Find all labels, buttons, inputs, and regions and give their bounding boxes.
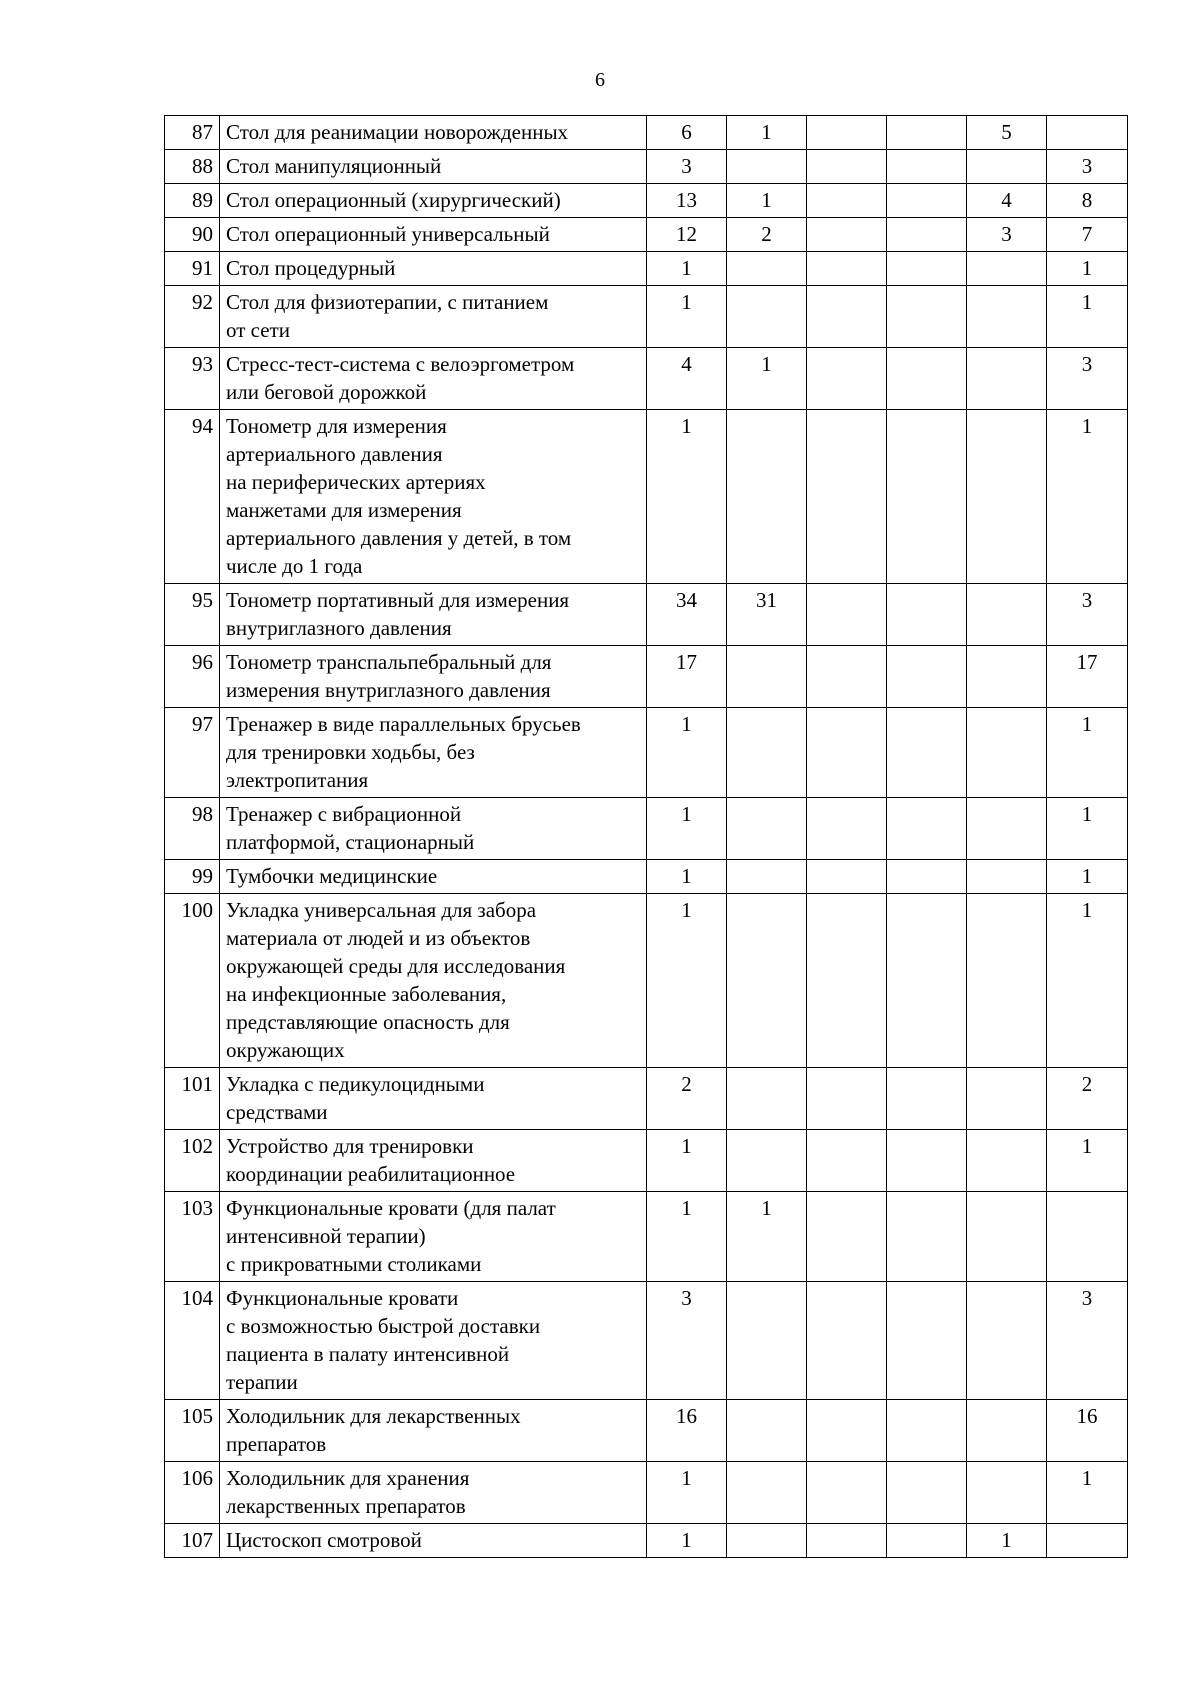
equipment-table-body xyxy=(165,116,1128,1558)
quantity-cell-3 xyxy=(807,348,887,410)
quantity-cell-1: 16 xyxy=(647,1400,727,1462)
quantity-cell-6: 16 xyxy=(1047,1400,1128,1462)
quantity-cell-2: 1 xyxy=(727,1192,807,1282)
table-row xyxy=(165,1068,1128,1130)
equipment-name-line: Холодильник для хранения xyxy=(226,1466,470,1490)
quantity-cell-6: 1 xyxy=(1047,860,1128,894)
quantity-cell-4 xyxy=(887,1068,967,1130)
quantity-cell-4 xyxy=(887,184,967,218)
quantity-cell-4 xyxy=(887,1192,967,1282)
quantity-cell-2 xyxy=(727,1282,807,1400)
quantity-cell-5 xyxy=(967,348,1047,410)
table-row xyxy=(165,218,1128,252)
quantity-cell-1: 34 xyxy=(647,584,727,646)
quantity-cell-1: 2 xyxy=(647,1068,727,1130)
quantity-cell-2 xyxy=(727,894,807,1068)
quantity-cell-3 xyxy=(807,252,887,286)
quantity-cell-1: 1 xyxy=(647,1130,727,1192)
equipment-name-line: координации реабилитационное xyxy=(226,1162,516,1186)
equipment-name xyxy=(220,1462,647,1524)
quantity-cell-5 xyxy=(967,646,1047,708)
equipment-name xyxy=(220,584,647,646)
equipment-name-line: артериального давления у детей, в том xyxy=(226,526,572,550)
quantity-cell-6: 17 xyxy=(1047,646,1128,708)
quantity-cell-6: 1 xyxy=(1047,1130,1128,1192)
quantity-cell-1: 1 xyxy=(647,860,727,894)
equipment-name-line: окружающих xyxy=(226,1038,345,1062)
equipment-name xyxy=(220,1192,647,1282)
quantity-cell-6: 7 xyxy=(1047,218,1128,252)
table-row xyxy=(165,286,1128,348)
equipment-name-line: Стол процедурный xyxy=(226,256,396,280)
quantity-cell-3 xyxy=(807,150,887,184)
quantity-cell-2 xyxy=(727,1068,807,1130)
row-number: 101 xyxy=(165,1068,220,1130)
quantity-cell-1: 1 xyxy=(647,252,727,286)
quantity-cell-4 xyxy=(887,646,967,708)
table-row xyxy=(165,410,1128,584)
equipment-name-line: для тренировки ходьбы, без xyxy=(226,740,475,764)
quantity-cell-4 xyxy=(887,252,967,286)
quantity-cell-6: 1 xyxy=(1047,252,1128,286)
equipment-name xyxy=(220,286,647,348)
row-number: 88 xyxy=(165,150,220,184)
equipment-name-line: Тонометр для измерения xyxy=(226,414,447,438)
quantity-cell-3 xyxy=(807,798,887,860)
equipment-name-line: с возможностью быстрой доставки xyxy=(226,1314,541,1338)
quantity-cell-3 xyxy=(807,410,887,584)
page-number: 6 xyxy=(595,69,605,91)
equipment-name-line: Стол операционный (хирургический) xyxy=(226,188,561,212)
quantity-cell-3 xyxy=(807,894,887,1068)
quantity-cell-2: 2 xyxy=(727,218,807,252)
quantity-cell-5 xyxy=(967,1130,1047,1192)
quantity-cell-4 xyxy=(887,860,967,894)
equipment-name-line: измерения внутриглазного давления xyxy=(226,678,551,702)
quantity-cell-2 xyxy=(727,252,807,286)
equipment-name-line: электропитания xyxy=(226,768,369,792)
quantity-cell-2 xyxy=(727,1524,807,1558)
equipment-name-line: лекарственных препаратов xyxy=(226,1494,466,1518)
quantity-cell-3 xyxy=(807,860,887,894)
quantity-cell-4 xyxy=(887,584,967,646)
row-number: 106 xyxy=(165,1462,220,1524)
equipment-name-line: Стол операционный универсальный xyxy=(226,222,550,246)
quantity-cell-2 xyxy=(727,410,807,584)
quantity-cell-4 xyxy=(887,1282,967,1400)
quantity-cell-2 xyxy=(727,646,807,708)
quantity-cell-5 xyxy=(967,894,1047,1068)
equipment-name xyxy=(220,1068,647,1130)
quantity-cell-2 xyxy=(727,286,807,348)
equipment-name xyxy=(220,646,647,708)
equipment-name-line: Холодильник для лекарственных xyxy=(226,1404,521,1428)
row-number: 105 xyxy=(165,1400,220,1462)
quantity-cell-3 xyxy=(807,1462,887,1524)
quantity-cell-5 xyxy=(967,584,1047,646)
quantity-cell-1: 1 xyxy=(647,410,727,584)
equipment-name-line: на периферических артериях xyxy=(226,470,486,494)
row-number: 100 xyxy=(165,894,220,1068)
quantity-cell-2 xyxy=(727,798,807,860)
equipment-name-line: числе до 1 года xyxy=(226,554,363,578)
row-number: 107 xyxy=(165,1524,220,1558)
quantity-cell-1: 12 xyxy=(647,218,727,252)
quantity-cell-6: 8 xyxy=(1047,184,1128,218)
quantity-cell-2 xyxy=(727,1462,807,1524)
table-row xyxy=(165,1130,1128,1192)
quantity-cell-4 xyxy=(887,348,967,410)
quantity-cell-1: 1 xyxy=(647,1462,727,1524)
quantity-cell-6: 1 xyxy=(1047,894,1128,1068)
equipment-name-line: Тумбочки медицинские xyxy=(226,864,438,888)
equipment-name-line: Стол для физиотерапии, с питанием xyxy=(226,290,549,314)
quantity-cell-4 xyxy=(887,410,967,584)
quantity-cell-2: 1 xyxy=(727,116,807,150)
quantity-cell-5 xyxy=(967,1282,1047,1400)
quantity-cell-1: 13 xyxy=(647,184,727,218)
quantity-cell-6 xyxy=(1047,116,1128,150)
equipment-name-line: Укладка с педикулоцидными xyxy=(226,1072,485,1096)
row-number: 94 xyxy=(165,410,220,584)
quantity-cell-1: 17 xyxy=(647,646,727,708)
equipment-name xyxy=(220,150,647,184)
quantity-cell-3 xyxy=(807,1130,887,1192)
table-row xyxy=(165,1282,1128,1400)
equipment-name-line: с прикроватными столиками xyxy=(226,1252,482,1276)
row-number: 90 xyxy=(165,218,220,252)
equipment-name xyxy=(220,798,647,860)
quantity-cell-2 xyxy=(727,860,807,894)
equipment-name-line: Стол для реанимации новорожденных xyxy=(226,120,569,144)
table-row xyxy=(165,184,1128,218)
table-row xyxy=(165,1462,1128,1524)
equipment-name-line: Стол манипуляционный xyxy=(226,154,442,178)
row-number: 103 xyxy=(165,1192,220,1282)
quantity-cell-1: 1 xyxy=(647,1524,727,1558)
quantity-cell-3 xyxy=(807,1282,887,1400)
equipment-name-line: Цистоскоп смотровой xyxy=(226,1528,422,1552)
quantity-cell-5: 5 xyxy=(967,116,1047,150)
quantity-cell-5 xyxy=(967,410,1047,584)
quantity-cell-6 xyxy=(1047,1524,1128,1558)
table-row xyxy=(165,798,1128,860)
equipment-name-line: от сети xyxy=(226,318,290,342)
quantity-cell-1: 3 xyxy=(647,150,727,184)
quantity-cell-6: 2 xyxy=(1047,1068,1128,1130)
quantity-cell-5 xyxy=(967,1068,1047,1130)
quantity-cell-6: 1 xyxy=(1047,286,1128,348)
quantity-cell-2: 1 xyxy=(727,348,807,410)
row-number: 102 xyxy=(165,1130,220,1192)
quantity-cell-3 xyxy=(807,708,887,798)
quantity-cell-3 xyxy=(807,1068,887,1130)
table-row xyxy=(165,1400,1128,1462)
quantity-cell-3 xyxy=(807,1192,887,1282)
equipment-name-line: манжетами для измерения xyxy=(226,498,462,522)
quantity-cell-1: 4 xyxy=(647,348,727,410)
equipment-name xyxy=(220,218,647,252)
table-row xyxy=(165,894,1128,1068)
quantity-cell-3 xyxy=(807,184,887,218)
table-row xyxy=(165,150,1128,184)
table-row xyxy=(165,348,1128,410)
quantity-cell-6: 1 xyxy=(1047,708,1128,798)
equipment-table xyxy=(164,115,1128,1558)
equipment-name-line: терапии xyxy=(226,1370,298,1394)
quantity-cell-1: 1 xyxy=(647,798,727,860)
quantity-cell-5: 3 xyxy=(967,218,1047,252)
quantity-cell-5: 4 xyxy=(967,184,1047,218)
quantity-cell-3 xyxy=(807,1524,887,1558)
quantity-cell-6: 1 xyxy=(1047,1462,1128,1524)
quantity-cell-4 xyxy=(887,708,967,798)
quantity-cell-3 xyxy=(807,116,887,150)
table-row xyxy=(165,584,1128,646)
quantity-cell-1: 1 xyxy=(647,286,727,348)
row-number: 93 xyxy=(165,348,220,410)
table-row xyxy=(165,708,1128,798)
equipment-name xyxy=(220,894,647,1068)
equipment-name-line: интенсивной терапии) xyxy=(226,1224,426,1248)
quantity-cell-1: 1 xyxy=(647,894,727,1068)
equipment-name-line: Функциональные кровати (для палат xyxy=(226,1196,556,1220)
quantity-cell-4 xyxy=(887,1400,967,1462)
row-number: 92 xyxy=(165,286,220,348)
quantity-cell-6 xyxy=(1047,1192,1128,1282)
row-number: 96 xyxy=(165,646,220,708)
quantity-cell-4 xyxy=(887,218,967,252)
equipment-name-line: Тренажер в виде параллельных брусьев xyxy=(226,712,581,736)
quantity-cell-6: 3 xyxy=(1047,1282,1128,1400)
equipment-name xyxy=(220,1282,647,1400)
equipment-name xyxy=(220,410,647,584)
quantity-cell-4 xyxy=(887,150,967,184)
equipment-name-line: препаратов xyxy=(226,1432,327,1456)
quantity-cell-6: 3 xyxy=(1047,150,1128,184)
quantity-cell-4 xyxy=(887,894,967,1068)
quantity-cell-5 xyxy=(967,286,1047,348)
quantity-cell-5 xyxy=(967,150,1047,184)
row-number: 89 xyxy=(165,184,220,218)
equipment-name xyxy=(220,252,647,286)
quantity-cell-5 xyxy=(967,860,1047,894)
equipment-name-line: Функциональные кровати xyxy=(226,1286,459,1310)
quantity-cell-5 xyxy=(967,252,1047,286)
quantity-cell-5 xyxy=(967,1462,1047,1524)
equipment-name-line: артериального давления xyxy=(226,442,443,466)
quantity-cell-4 xyxy=(887,798,967,860)
table-row xyxy=(165,646,1128,708)
quantity-cell-5 xyxy=(967,798,1047,860)
equipment-name-line: или беговой дорожкой xyxy=(226,380,427,404)
equipment-name-line: Тонометр транспальпебральный для xyxy=(226,650,552,674)
equipment-name xyxy=(220,1524,647,1558)
equipment-name xyxy=(220,184,647,218)
quantity-cell-3 xyxy=(807,286,887,348)
table-row xyxy=(165,252,1128,286)
quantity-cell-3 xyxy=(807,584,887,646)
quantity-cell-2 xyxy=(727,150,807,184)
quantity-cell-5: 1 xyxy=(967,1524,1047,1558)
quantity-cell-1: 1 xyxy=(647,1192,727,1282)
quantity-cell-3 xyxy=(807,1400,887,1462)
equipment-name-line: Стресс-тест-система с велоэргометром xyxy=(226,352,575,376)
equipment-name-line: материала от людей и из объектов xyxy=(226,926,531,950)
equipment-name-line: пациента в палату интенсивной xyxy=(226,1342,510,1366)
quantity-cell-5 xyxy=(967,708,1047,798)
quantity-cell-4 xyxy=(887,1130,967,1192)
quantity-cell-2 xyxy=(727,1400,807,1462)
quantity-cell-5 xyxy=(967,1400,1047,1462)
table-row xyxy=(165,116,1128,150)
quantity-cell-4 xyxy=(887,116,967,150)
quantity-cell-6: 1 xyxy=(1047,798,1128,860)
quantity-cell-6: 1 xyxy=(1047,410,1128,584)
quantity-cell-2 xyxy=(727,1130,807,1192)
table-row xyxy=(165,1192,1128,1282)
quantity-cell-4 xyxy=(887,1524,967,1558)
equipment-name-line: Устройство для тренировки xyxy=(226,1134,474,1158)
quantity-cell-6: 3 xyxy=(1047,584,1128,646)
equipment-name-line: платформой, стационарный xyxy=(226,830,475,854)
quantity-cell-1: 1 xyxy=(647,708,727,798)
equipment-name-line: внутриглазного давления xyxy=(226,616,452,640)
quantity-cell-2: 1 xyxy=(727,184,807,218)
quantity-cell-1: 6 xyxy=(647,116,727,150)
equipment-name-line: представляющие опасность для xyxy=(226,1010,510,1034)
equipment-name-line: Тонометр портативный для измерения xyxy=(226,588,570,612)
table-row xyxy=(165,1524,1128,1558)
row-number: 99 xyxy=(165,860,220,894)
quantity-cell-5 xyxy=(967,1192,1047,1282)
quantity-cell-4 xyxy=(887,286,967,348)
equipment-name-line: средствами xyxy=(226,1100,328,1124)
quantity-cell-4 xyxy=(887,1462,967,1524)
table-row xyxy=(165,860,1128,894)
equipment-name xyxy=(220,860,647,894)
equipment-name xyxy=(220,1400,647,1462)
equipment-name-line: на инфекционные заболевания, xyxy=(226,982,507,1006)
row-number: 87 xyxy=(165,116,220,150)
equipment-name xyxy=(220,1130,647,1192)
quantity-cell-2 xyxy=(727,708,807,798)
equipment-name-line: Тренажер с вибрационной xyxy=(226,802,462,826)
row-number: 97 xyxy=(165,708,220,798)
equipment-name xyxy=(220,348,647,410)
quantity-cell-1: 3 xyxy=(647,1282,727,1400)
quantity-cell-2: 31 xyxy=(727,584,807,646)
row-number: 98 xyxy=(165,798,220,860)
quantity-cell-3 xyxy=(807,646,887,708)
quantity-cell-6: 3 xyxy=(1047,348,1128,410)
quantity-cell-3 xyxy=(807,218,887,252)
row-number: 95 xyxy=(165,584,220,646)
row-number: 104 xyxy=(165,1282,220,1400)
equipment-name xyxy=(220,708,647,798)
equipment-name xyxy=(220,116,647,150)
row-number: 91 xyxy=(165,252,220,286)
equipment-name-line: Укладка универсальная для забора xyxy=(226,898,537,922)
equipment-name-line: окружающей среды для исследования xyxy=(226,954,566,978)
